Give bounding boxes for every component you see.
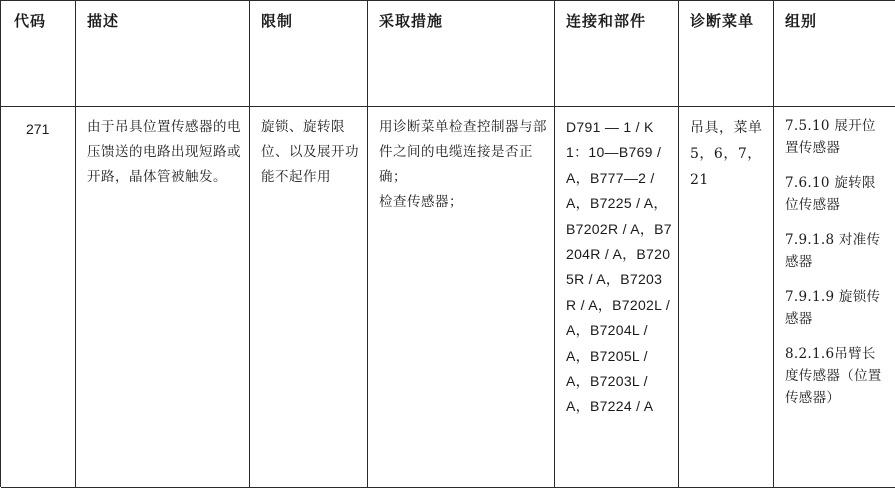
group-item: 7.5.10 展开位置传感器 [785, 118, 876, 156]
table-row [1, 107, 895, 488]
cell-connections [555, 107, 679, 487]
measures-list [379, 115, 548, 215]
measure-item: 检查传感器； [379, 194, 463, 210]
header-cell-description [76, 1, 250, 106]
cell-description [76, 107, 250, 487]
connections-text: D791 — 1 / K1：10—B769 / A，B777—2 / A，B7225 / A，B7202R / A，B7204R / A，B7205R / A，B7203R / A，B7202L / A，B7204L / A，B7205L / A，B7203L / A，B7224 / A [566, 119, 672, 415]
header-measures: 采取措施 [379, 12, 444, 30]
header-group: 组别 [785, 12, 818, 30]
fault-restriction: 旋锁、旋转限位、以及展开功能不起作用 [261, 119, 359, 185]
fault-description: 由于吊具位置传感器的电压馈送的电路出现短路或开路，晶体管被触发。 [87, 119, 241, 185]
cell-diag-menu [679, 107, 774, 487]
cell-group [774, 107, 895, 487]
header-cell-connections [555, 1, 679, 106]
fault-code: 271 [26, 121, 50, 137]
diag-menu-text: 吊具，菜单5，6，7，21 [690, 120, 763, 188]
group-list [785, 115, 889, 409]
table-header-row [1, 1, 895, 107]
header-connections: 连接和部件 [566, 12, 647, 30]
cell-measures [368, 107, 555, 487]
cell-restriction [250, 107, 368, 487]
header-cell-measures [368, 1, 555, 106]
header-cell-diag-menu [679, 1, 774, 106]
header-cell-code [1, 1, 76, 106]
header-restriction: 限制 [261, 12, 294, 30]
group-item: 7.9.1.8 对准传感器 [785, 232, 881, 270]
header-diag-menu: 诊断菜单 [690, 12, 755, 30]
header-cell-restriction [250, 1, 368, 106]
group-item: 8.2.1.6吊臂长度传感器（位置传感器） [785, 346, 882, 406]
header-cell-group [774, 1, 895, 106]
header-code: 代码 [14, 12, 47, 30]
header-description: 描述 [87, 12, 120, 30]
measure-item: 用诊断菜单检查控制器与部件之间的电缆连接是否正确； [379, 119, 547, 185]
group-item: 7.9.1.9 旋锁传感器 [785, 289, 881, 327]
group-item: 7.6.10 旋转限位传感器 [785, 175, 876, 213]
cell-code [1, 107, 76, 487]
